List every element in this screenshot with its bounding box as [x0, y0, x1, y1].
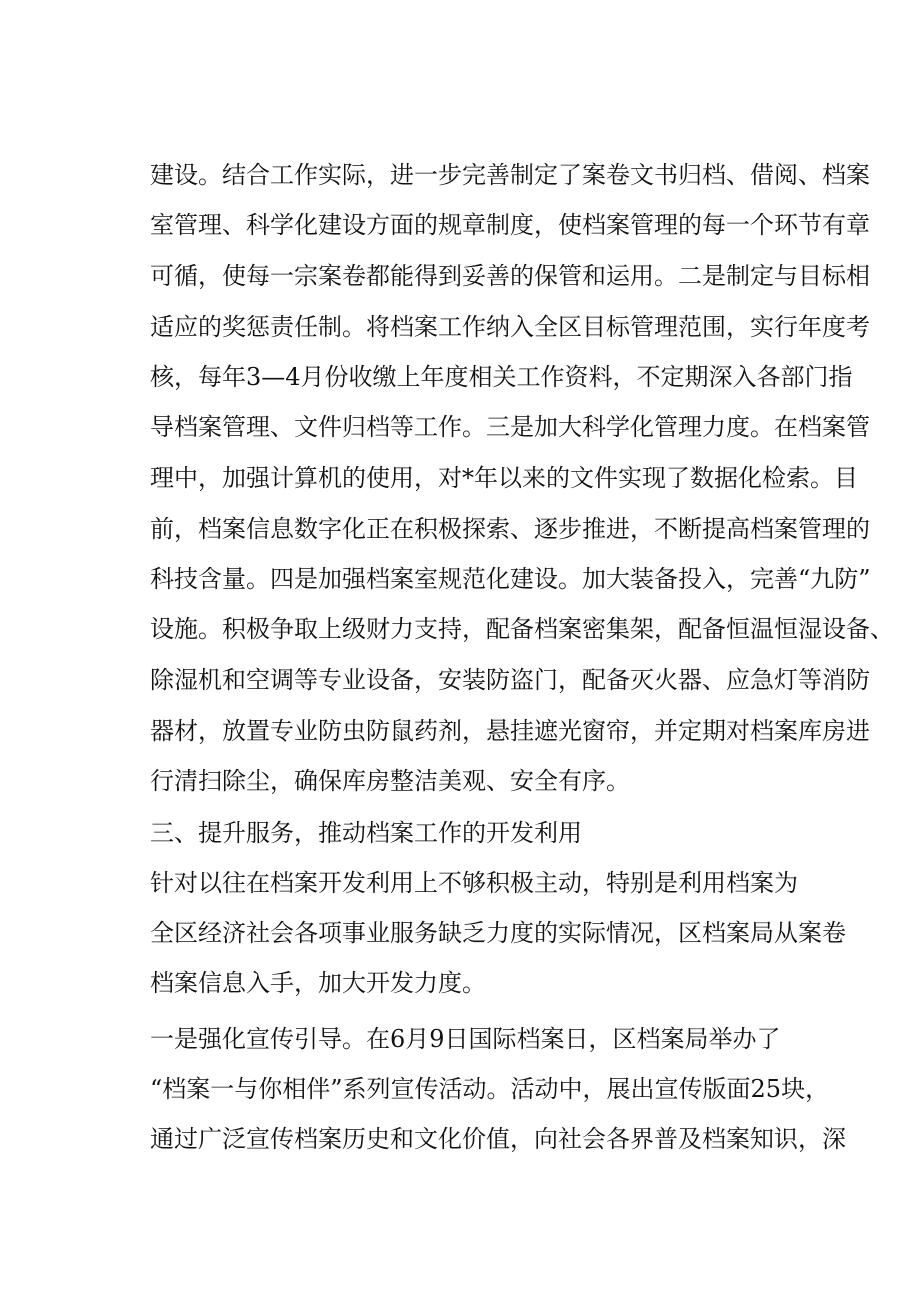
section-heading: 三、提升服务，推动档案工作的开发利用	[150, 819, 582, 847]
text-line: 行清扫除尘，确保库房整洁美观、安全有序。	[150, 767, 630, 795]
text-line: 除湿机和空调等专业设备，安装防盗门，配备灭火器、应急灯等消防	[150, 666, 870, 694]
text-line: 通过广泛宣传档案历史和文化价值，向社会各界普及档案知识，深	[150, 1125, 846, 1153]
text-line: 室管理、科学化建设方面的规章制度，使档案管理的每一个环节有章	[150, 211, 870, 239]
text-line: 一是强化宣传引导。在6月9日国际档案日，区档案局举办了	[150, 1025, 781, 1053]
text-line: 前，档案信息数字化正在积极探索、逐步推进，不断提高档案管理的	[150, 515, 870, 543]
text-line: 器材，放置专业防虫防鼠药剂，悬挂遮光窗帘，并定期对档案库房进	[150, 717, 870, 745]
text-line: 导档案管理、文件归档等工作。三是加大科学化管理力度。在档案管	[150, 413, 870, 441]
text-line: 科技含量。四是加强档案室规范化建设。加大装备投入，完善“九防”	[150, 565, 871, 593]
text-line: 核，每年3—4月份收缴上年度相关工作资料，不定期深入各部门指	[150, 363, 853, 391]
text-line: 可循，使每一宗案卷都能得到妥善的保管和运用。二是制定与目标相	[150, 262, 870, 290]
text-line: 全区经济社会各项事业服务缺乏力度的实际情况，区档案局从案卷	[150, 919, 846, 947]
text-line: 理中，加强计算机的使用，对*年以来的文件实现了数据化检索。目	[150, 464, 858, 492]
text-line: 适应的奖惩责任制。将档案工作纳入全区目标管理范围，实行年度考	[150, 313, 870, 341]
text-line: 档案信息入手，加大开发力度。	[150, 969, 486, 997]
text-line: 设施。积极争取上级财力支持，配备档案密集架，配备恒温恒湿设备、	[150, 615, 894, 643]
text-line: 针对以往在档案开发利用上不够积极主动，特别是利用档案为	[150, 869, 798, 897]
text-line: “档案一与你相伴”系列宣传活动。活动中，展出宣传版面25块，	[150, 1075, 830, 1103]
text-line: 建设。结合工作实际，进一步完善制定了案卷文书归档、借阅、档案	[150, 161, 870, 189]
